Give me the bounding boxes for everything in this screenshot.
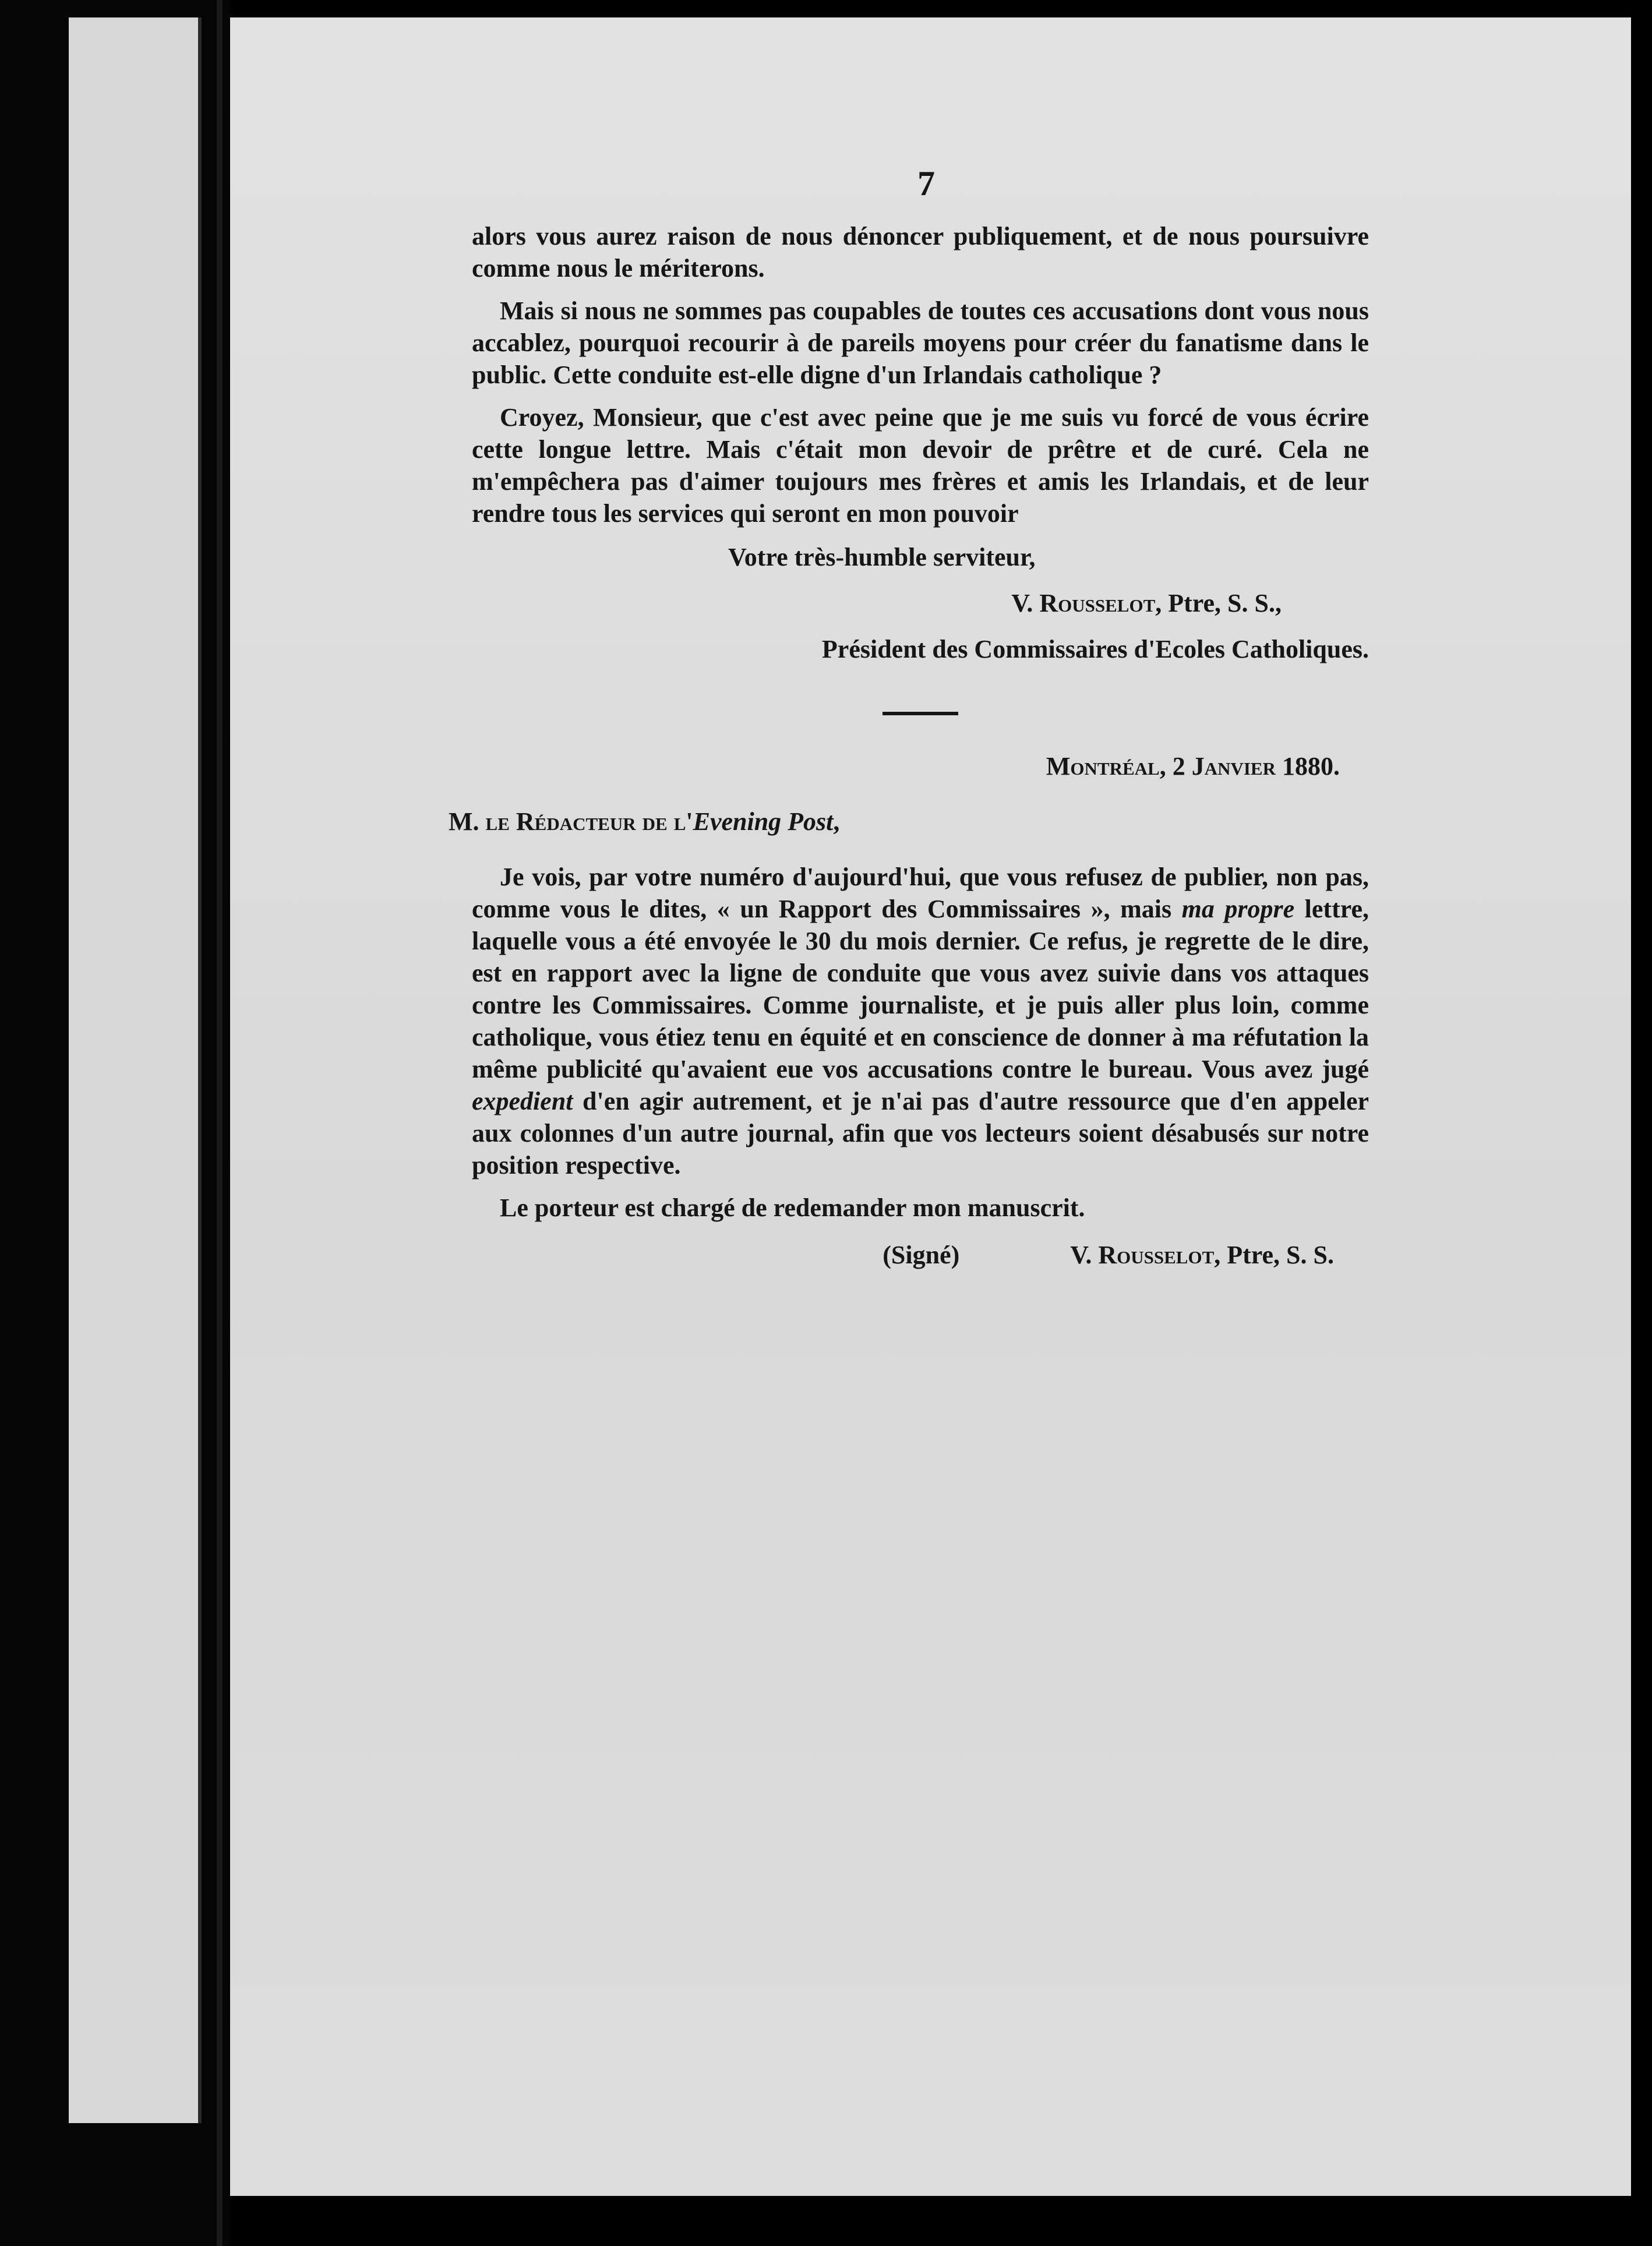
letter1-paragraph-1: alors vous aurez raison de nous dénoncer publiquement, et de nous poursuivre comme nous le mériterons.: [472, 222, 1369, 282]
letter1-paragraph-2: Mais si nous ne sommes pas coupables de toutes ces accusations dont vous nous accablez, pourquoi recourir à de pareils moyens pour créer du fanatisme dans le public. Cette conduite est-elle digne d'un Irlandais catholique ?: [472, 296, 1369, 389]
letter2-p1-part2: lettre, laquelle vous a été envoyée le 30 du mois dernier. Ce refus, je regrette de le dire, est en rapport avec la ligne de conduite que vous avez suivie dans vos attaques contre les Commissaires. Comme journaliste, et je puis aller plus loin, comme catholique, vous étiez tenu en équité et en conscience de donner à ma réfutation la même publicité qu'avaient eue vos accusations contre le bureau. Vous avez jugé: [472, 895, 1369, 1083]
dateline-date: , 2 Janvier 1880.: [1159, 752, 1340, 781]
salutation-end: ,: [833, 807, 840, 836]
letter2-signature-block: [1070, 1239, 1334, 1271]
signature-name: Rousselot: [1098, 1241, 1215, 1269]
salutation-prefix: M. le Rédacteur de l': [449, 807, 693, 836]
signature-title: , Ptre, S. S.,: [1155, 589, 1282, 617]
letter2-dateline: [472, 750, 1369, 782]
letter2-p1-italic2: expedient: [472, 1087, 573, 1115]
letter2-paragraph-1: [472, 861, 1369, 1181]
signature-initial: V.: [1011, 589, 1033, 617]
letter1-closing: Votre très-humble serviteur,: [728, 543, 1036, 571]
letter2-salutation: [449, 806, 1369, 838]
letter2-p1-italic1: ma propre: [1181, 895, 1295, 923]
letter2-p1-part3: d'en agir autrement, et je n'ai pas d'autre ressource que d'en appeler aux colonnes d'un autre journal, afin que vos lecteurs soient désabusés sur notre position respective.: [472, 1087, 1369, 1179]
letter1-signer-role: Président des Commissaires d'Ecoles Catholiques.: [821, 635, 1369, 663]
signed-label: (Signé): [883, 1241, 960, 1269]
section-divider: [883, 712, 958, 715]
page-text: [449, 163, 1369, 1271]
signature-title: , Ptre, S. S.: [1214, 1241, 1334, 1269]
signature-name: Rousselot: [1039, 589, 1156, 617]
signature-initial: V.: [1070, 1241, 1092, 1269]
salutation-newspaper: Evening Post: [693, 807, 834, 836]
letter1-signature: [472, 587, 1369, 619]
previous-page-edge: [69, 17, 202, 2123]
page-number: 7: [917, 164, 935, 203]
letter2-paragraph-2: Le porteur est chargé de redemander mon manuscrit.: [500, 1193, 1085, 1222]
letter2-p1-part1: Je vois, par votre numéro d'aujourd'hui, que vous refusez de publier, non pas, comme vous le dites, « un Rapport des Commissaires », mais: [472, 863, 1369, 923]
letter1-paragraph-3: Croyez, Monsieur, que c'est avec peine que je me suis vu forcé de vous écrire cette longue lettre. Mais c'était mon devoir de prêtre et de curé. Cela ne m'empêchera pas d'aimer toujours mes frères et amis les Irlandais, et de leur rendre tous les services qui seront en mon pouvoir: [472, 403, 1369, 528]
letter2-signature: [472, 1239, 1369, 1271]
binding-shadow: [217, 0, 223, 2246]
dateline-place: Montréal: [1046, 752, 1160, 781]
